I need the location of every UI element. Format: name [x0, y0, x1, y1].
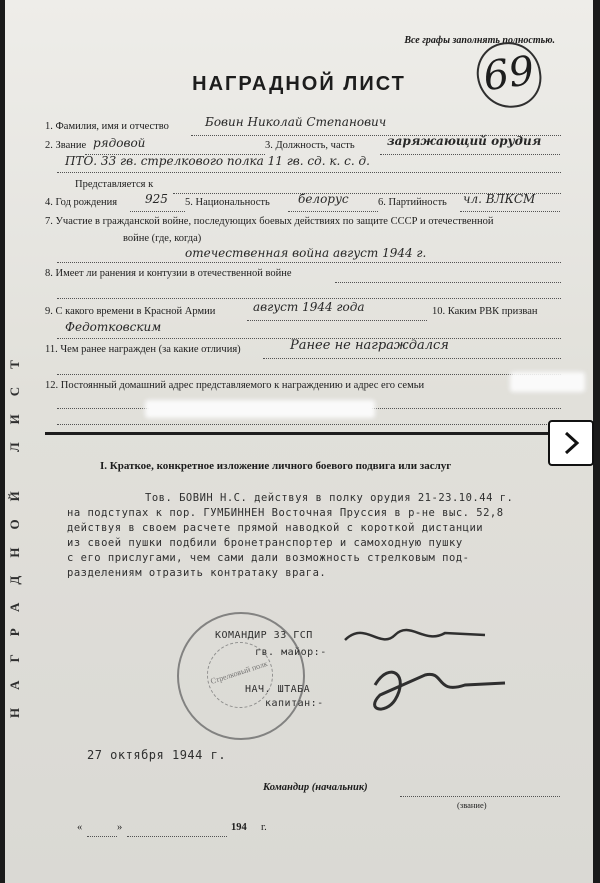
field-underline	[335, 282, 561, 283]
field-underline	[57, 262, 561, 263]
field-underline	[87, 836, 117, 837]
field-war-value: отечественная война август 1944 г.	[185, 246, 427, 260]
signature-block-line: КОМАНДИР 33 ГСП	[215, 630, 313, 641]
section-divider	[45, 432, 585, 435]
field-position-label: 3. Должность, часть	[265, 140, 355, 151]
field-rank-label: 2. Звание	[45, 140, 87, 151]
field-army-since-value: август 1944 года	[253, 300, 365, 314]
archive-number: 69	[473, 38, 546, 112]
award-sheet	[5, 0, 593, 883]
field-underline	[400, 796, 560, 797]
footer-year-suffix: г.	[261, 822, 267, 833]
footer-year: 194	[231, 822, 247, 833]
redaction-box	[145, 400, 375, 418]
narrative-line: из своей пушки подбили бронетранспортер и самоходную пушку	[67, 537, 463, 549]
footer-quote: »	[117, 822, 123, 833]
rank-caption: (звание)	[457, 800, 487, 810]
field-rank-value: рядовой	[93, 136, 146, 150]
field-underline	[57, 172, 561, 173]
field-underline	[57, 374, 561, 375]
signature-stroke	[345, 630, 485, 640]
signature-block-line: гв. майор:-	[255, 647, 327, 658]
field-underline	[57, 298, 561, 299]
field-rvk-value: Федотковским	[65, 320, 162, 334]
field-awards-label: 11. Чем ранее награжден (за какие отличия)	[45, 344, 241, 355]
next-page-button[interactable]	[548, 420, 594, 466]
field-name-label: 1. Фамилия, имя и отчество	[45, 121, 169, 132]
field-wounds-label: 8. Имеет ли ранения и контузии в отечественной войне	[45, 268, 292, 279]
field-unit-value: ПТО. 33 гв. стрелкового полка 11 гв. сд. к. с. д.	[65, 154, 370, 168]
field-underline	[57, 424, 561, 425]
chevron-right-icon	[558, 430, 584, 456]
commander-signatures	[335, 615, 535, 725]
signature-block-line: НАЧ. ШТАБА	[245, 684, 311, 695]
field-war-label: 7. Участие в гражданской войне, последующих боевых действиях по защите СССР и отечественной	[45, 216, 494, 227]
footer-quote: «	[77, 822, 83, 833]
field-address-label: 12. Постоянный домашний адрес представляемого к награждению и адрес его семьи	[45, 380, 425, 391]
field-birth-label: 4. Год рождения	[45, 197, 118, 208]
field-birth-value: 925	[145, 192, 168, 206]
field-nationality-value: белорус	[298, 192, 349, 206]
stamp-text: Стрелковый полк	[209, 659, 269, 686]
narrative-line: с его прислугами, чем сами дали возможность стрелковым под-	[67, 552, 470, 564]
signature-stroke	[375, 672, 505, 709]
page-title: НАГРАДНОЙ ЛИСТ	[192, 73, 406, 95]
narrative-line: Тов. БОВИН Н.С. действуя в полку орудия 21-23.10.44 г.	[145, 492, 514, 504]
narrative-line: разделениям отразить контратаку врага.	[67, 567, 327, 579]
field-awards-value: Ранее не награждался	[290, 338, 449, 353]
field-position-value: заряжающий орудия	[387, 134, 542, 148]
section-heading: I. Краткое, конкретное изложение личного боевого подвига или заслуг	[100, 460, 452, 472]
field-rvk-label: 10. Каким РВК призван	[432, 306, 538, 317]
field-underline	[288, 211, 378, 212]
field-underline	[460, 211, 560, 212]
side-caption: НАГРАДНОЙ ЛИСТ	[7, 342, 22, 718]
narrative-line: действуя в своем расчете прямой наводкой с короткой дистанции	[67, 522, 484, 534]
redaction-box	[510, 372, 585, 392]
field-underline	[380, 154, 560, 155]
narrative-line: на подступах к пор. ГУМБИННЕН Восточная Пруссия в р-не выс. 52,8	[67, 507, 504, 519]
commander-label: Командир (начальник)	[263, 782, 368, 793]
field-underline	[247, 320, 427, 321]
field-war-label2: войне (где, когда)	[123, 233, 202, 244]
field-underline	[130, 211, 185, 212]
top-note: Все графы заполнять полностью.	[404, 35, 555, 46]
document-date: 27 октября 1944 г.	[87, 748, 227, 762]
field-nationality-label: 5. Национальность	[185, 197, 270, 208]
field-presented-label: Представляется к	[75, 179, 154, 190]
field-underline	[127, 836, 227, 837]
field-party-value: чл. ВЛКСМ	[463, 192, 536, 206]
signature-block-line: капитан:-	[265, 698, 324, 709]
field-army-since-label: 9. С какого времени в Красной Армии	[45, 306, 216, 317]
field-underline	[263, 358, 561, 359]
field-party-label: 6. Партийность	[378, 197, 447, 208]
field-name-value: Бовин Николай Степанович	[205, 115, 387, 129]
